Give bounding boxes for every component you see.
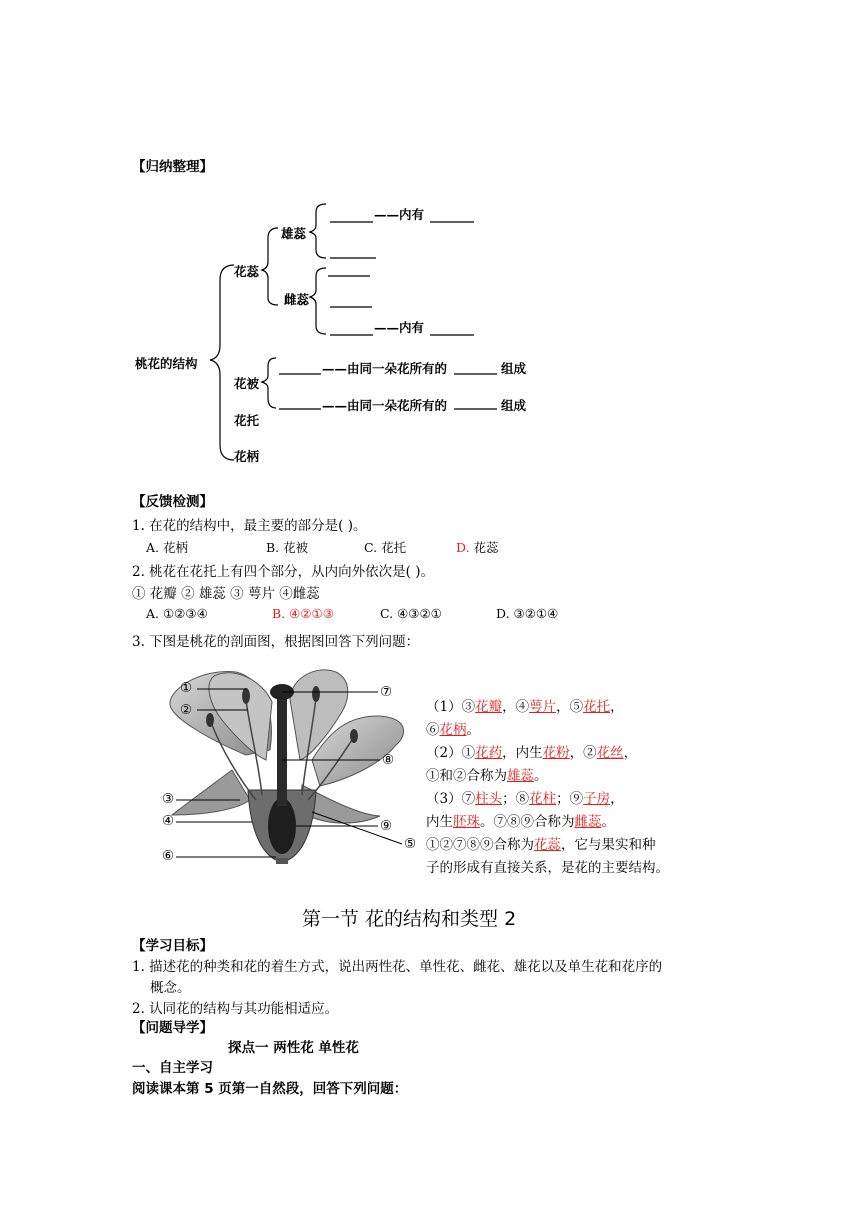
figure-label-3: ③ (162, 791, 175, 807)
feedback-heading: 【反馈检测】 (132, 494, 213, 510)
answer-line-6: 内生胚珠。⑦⑧⑨合称为雌蕊。 (426, 814, 615, 830)
diagram-pistil-label: 雌蕊 (284, 292, 310, 307)
figure-label-6: ⑥ (162, 848, 175, 864)
question-2-items: ① 花瓣 ② 雄蕊 ③ 萼片 ④雌蕊 (132, 586, 320, 602)
diagram-compose-1: 组成 (501, 361, 527, 376)
diagram-made-of-1: ——由同一朵花所有的 (322, 361, 448, 376)
diagram-stamen-group-label: 花蕊 (234, 264, 260, 279)
question-3-stem: 3. 下图是桃花的剖面图，根据图回答下列问题： (132, 634, 420, 650)
q2-option-b: B. ④②①③ (272, 606, 334, 621)
diagram-compose-2: 组成 (501, 398, 527, 413)
reading-instruction: 阅读课本第 5 页第一自然段，回答下列问题： (132, 1081, 408, 1097)
figure-label-8: ⑧ (382, 752, 395, 768)
q1-option-a: A. 花柄 (146, 540, 188, 555)
goal-2: 2. 认同花的结构与其功能相适应。 (132, 1001, 339, 1017)
question-1-stem: 1. 在花的结构中，最主要的部分是( )。 (132, 518, 367, 534)
figure-label-2: ② (180, 702, 193, 718)
figure-label-4: ④ (162, 813, 175, 829)
ovary (268, 798, 296, 854)
diagram-made-of-2: ——由同一朵花所有的 (322, 398, 448, 413)
guide-heading: 【问题导学】 (132, 1020, 213, 1036)
answer-line-8: 子的形成有直接关系，是花的主要结构。 (426, 860, 669, 876)
explore-point: 探点一 两性花 单性花 (228, 1040, 359, 1056)
diagram-receptacle-label: 花托 (234, 413, 260, 428)
answer-line-2: ⑥花柄。 (426, 722, 480, 738)
answer-line-7: ①②⑦⑧⑨合称为花蕊，它与果实和种 (426, 837, 656, 853)
figure-label-5: ⑤ (404, 836, 417, 852)
diagram-contains-2: ——内有 (374, 320, 425, 335)
goal-1: 1. 描述花的种类和花的着生方式，说出两性花、单性花、雌花、雄花以及单生花和花序的 (132, 959, 663, 975)
diagram-perianth-label: 花被 (234, 376, 260, 391)
answer-line-1: （1）③花瓣，④萼片，⑤花托， (426, 699, 624, 715)
self-study-heading: 一、自主学习 (132, 1060, 213, 1076)
q1-option-d: D. 花蕊 (456, 540, 499, 555)
answer-line-4: ①和②合称为雄蕊。 (426, 768, 548, 784)
diagram-stamen-label: 雄蕊 (281, 226, 307, 241)
goal-1-continued: 概念。 (150, 980, 191, 996)
diagram-root-label: 桃花的结构 (135, 356, 198, 371)
figure-label-7: ⑦ (380, 684, 393, 700)
q2-option-a: A. ①②③④ (146, 606, 208, 621)
question-2-stem: 2. 桃花在花托上有四个部分，从内向外依次是( )。 (132, 564, 434, 580)
q2-option-d: D. ③②①④ (496, 606, 559, 621)
figure-label-9: ⑨ (380, 818, 393, 834)
q2-option-c: C. ④③②① (380, 606, 442, 621)
q1-option-c: C. 花托 (364, 540, 407, 555)
figure-label-1: ① (180, 680, 193, 696)
q1-option-b: B. 花被 (266, 540, 309, 555)
answer-line-3: （2）①花药，内生花粉，②花丝， (426, 745, 638, 761)
style (277, 696, 287, 806)
section-title: 第一节 花的结构和类型 2 (302, 908, 517, 930)
diagram-contains-1: ——内有 (374, 207, 425, 222)
goals-heading: 【学习目标】 (132, 938, 213, 954)
stalk (276, 858, 288, 864)
answer-line-5: （3）⑦柱头；⑧花柱；⑨子房， (426, 791, 624, 807)
sepal-left (172, 770, 250, 815)
diagram-stalk-label: 花柄 (234, 449, 260, 464)
summary-heading: 【归纳整理】 (132, 159, 213, 175)
